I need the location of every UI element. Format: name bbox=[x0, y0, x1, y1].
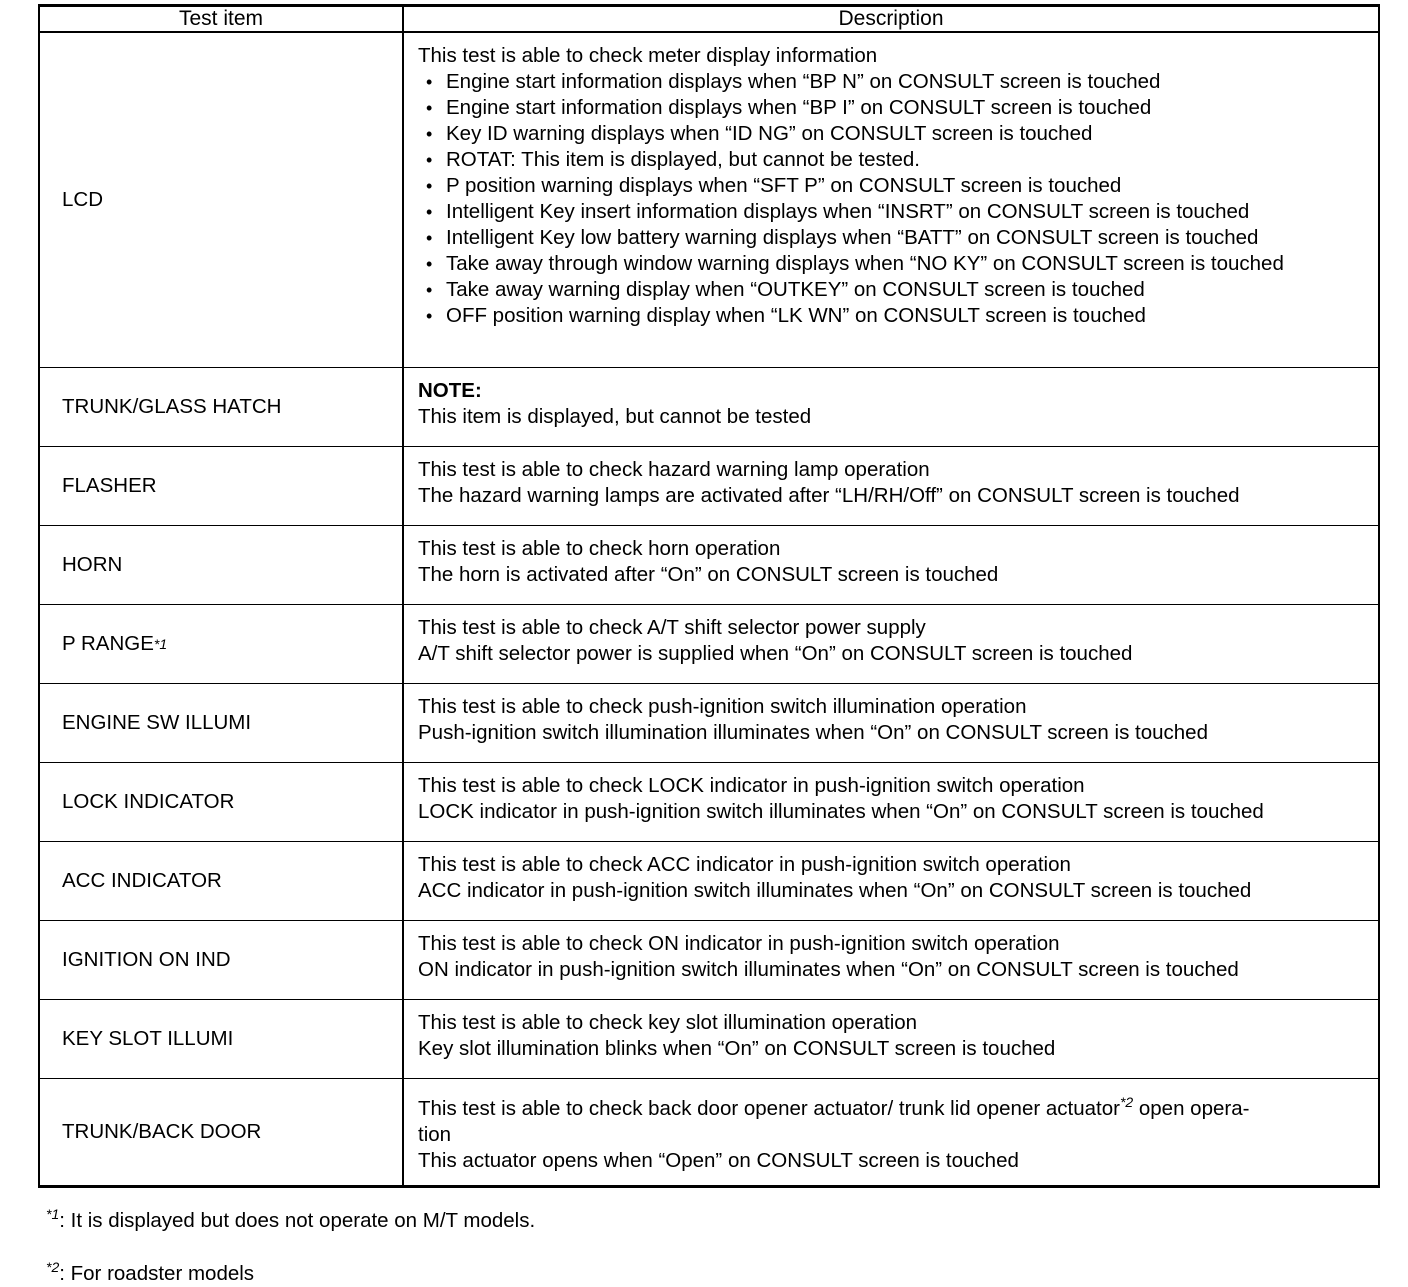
test-item-label: IGNITION ON IND bbox=[62, 948, 231, 971]
table-row bbox=[39, 1000, 1379, 1079]
cell-test-item bbox=[39, 684, 403, 763]
list-item: • P position warning displays when “SFT P” on CONSULT screen is touched bbox=[418, 173, 1368, 199]
description-line: A/T shift selector power is supplied when “On” on CONSULT screen is touched bbox=[418, 642, 1133, 665]
description-line: ON indicator in push-ignition switch illuminates when “On” on CONSULT screen is touched bbox=[418, 958, 1239, 981]
note-label: NOTE: bbox=[418, 379, 482, 402]
cell-test-item bbox=[39, 1079, 403, 1187]
description-line: This actuator opens when “Open” on CONSULT screen is touched bbox=[418, 1148, 1019, 1172]
description-line: This test is able to check back door opener actuator/ trunk lid opener actuator$^{*2}$ open opera- bbox=[418, 1094, 1250, 1120]
table-row bbox=[39, 605, 1379, 684]
test-item-label: P RANGE bbox=[62, 632, 154, 655]
test-item-label: TRUNK/BACK DOOR bbox=[62, 1120, 262, 1143]
cell-test-item bbox=[39, 526, 403, 605]
description-bullet-list bbox=[418, 69, 1368, 329]
column-header-test-item: Test item bbox=[39, 6, 403, 33]
cell-description bbox=[403, 32, 1379, 368]
list-item: • ROTAT: This item is displayed, but cannot be tested. bbox=[418, 147, 1368, 173]
footnote-text: : It is displayed but does not operate on M/T models. bbox=[59, 1208, 536, 1232]
description-intro: This test is able to check meter display information bbox=[418, 44, 878, 67]
table-row bbox=[39, 763, 1379, 842]
table-body bbox=[39, 32, 1379, 1187]
description-line: This test is able to check ACC indicator in push-ignition switch operation bbox=[418, 853, 1071, 876]
table-header-row bbox=[39, 6, 1379, 33]
cell-description bbox=[403, 526, 1379, 605]
table-row bbox=[39, 842, 1379, 921]
table-row bbox=[39, 526, 1379, 605]
cell-test-item bbox=[39, 605, 403, 684]
cell-description bbox=[403, 842, 1379, 921]
test-item-label: LCD bbox=[62, 188, 104, 211]
table-row bbox=[39, 921, 1379, 1000]
table-row bbox=[39, 447, 1379, 526]
footnotes bbox=[38, 1201, 1378, 1287]
footnote-marker: *2 bbox=[46, 1258, 60, 1275]
description-line: This item is displayed, but cannot be tested bbox=[418, 405, 812, 428]
cell-description bbox=[403, 684, 1379, 763]
description-line: This test is able to check hazard warning lamp operation bbox=[418, 458, 930, 481]
footnote-1 bbox=[46, 1201, 1378, 1234]
cell-test-item bbox=[39, 763, 403, 842]
test-item-label: ACC INDICATOR bbox=[62, 869, 222, 892]
description-line: This test is able to check ON indicator in push-ignition switch operation bbox=[418, 932, 1060, 955]
description-line: This test is able to check A/T shift selector power supply bbox=[418, 616, 926, 639]
table-row bbox=[39, 1079, 1379, 1187]
cell-test-item bbox=[39, 32, 403, 368]
list-item: • Key ID warning displays when “ID NG” on CONSULT screen is touched bbox=[418, 121, 1368, 147]
cell-test-item bbox=[39, 842, 403, 921]
table-row bbox=[39, 368, 1379, 447]
description-line: tion bbox=[418, 1122, 452, 1146]
cell-test-item bbox=[39, 447, 403, 526]
list-item: • Take away through window warning displays when “NO KY” on CONSULT screen is touched bbox=[418, 251, 1326, 277]
footnote-marker: *1 bbox=[46, 1206, 60, 1222]
description-line: Key slot illumination blinks when “On” on CONSULT screen is touched bbox=[418, 1037, 1056, 1060]
list-item: • Intelligent Key insert information displays when “INSRT” on CONSULT screen is touched bbox=[418, 199, 1368, 225]
cell-test-item bbox=[39, 368, 403, 447]
cell-description bbox=[403, 605, 1379, 684]
footnote-marker: *1 bbox=[153, 636, 168, 652]
cell-description bbox=[403, 921, 1379, 1000]
cell-description bbox=[403, 368, 1379, 447]
cell-description bbox=[403, 763, 1379, 842]
test-item-table bbox=[38, 4, 1380, 1188]
description-line: ACC indicator in push-ignition switch illuminates when “On” on CONSULT screen is touched bbox=[418, 879, 1252, 902]
footnote-text: : For roadster models bbox=[59, 1261, 255, 1285]
description-line: Push-ignition switch illumination illuminates when “On” on CONSULT screen is touched bbox=[418, 721, 1208, 744]
description-line: LOCK indicator in push-ignition switch illuminates when “On” on CONSULT screen is touched bbox=[418, 800, 1264, 823]
description-line: This test is able to check key slot illumination operation bbox=[418, 1011, 918, 1034]
cell-test-item bbox=[39, 921, 403, 1000]
footnote-2 bbox=[46, 1254, 1378, 1287]
list-item: • Take away warning display when “OUTKEY” on CONSULT screen is touched bbox=[418, 277, 1368, 303]
description-line: This test is able to check LOCK indicator in push-ignition switch operation bbox=[418, 774, 1085, 797]
list-item: • Engine start information displays when “BP N” on CONSULT screen is touched bbox=[418, 69, 1368, 95]
cell-test-item bbox=[39, 1000, 403, 1079]
cell-description bbox=[403, 1079, 1379, 1187]
test-item-label: FLASHER bbox=[62, 474, 157, 497]
list-item: • Engine start information displays when “BP I” on CONSULT screen is touched bbox=[418, 95, 1368, 121]
test-item-label: TRUNK/GLASS HATCH bbox=[62, 395, 282, 418]
cell-description bbox=[403, 1000, 1379, 1079]
table-row bbox=[39, 32, 1379, 368]
test-item-label: HORN bbox=[62, 553, 123, 576]
test-item-label: ENGINE SW ILLUMI bbox=[62, 711, 252, 734]
description-line: This test is able to check horn operation bbox=[418, 537, 781, 560]
table-row bbox=[39, 684, 1379, 763]
column-header-description: Description bbox=[403, 6, 1379, 33]
description-line: The hazard warning lamps are activated after “LH/RH/Off” on CONSULT screen is touched bbox=[418, 484, 1240, 507]
test-item-label: KEY SLOT ILLUMI bbox=[62, 1027, 234, 1050]
description-line: This test is able to check push-ignition switch illumination operation bbox=[418, 695, 1027, 718]
cell-description bbox=[403, 447, 1379, 526]
list-item: • Intelligent Key low battery warning displays when “BATT” on CONSULT screen is touched bbox=[418, 225, 1368, 251]
test-item-label: LOCK INDICATOR bbox=[62, 790, 235, 813]
description-line: The horn is activated after “On” on CONSULT screen is touched bbox=[418, 563, 999, 586]
list-item: • OFF position warning display when “LK WN” on CONSULT screen is touched bbox=[418, 303, 1368, 329]
